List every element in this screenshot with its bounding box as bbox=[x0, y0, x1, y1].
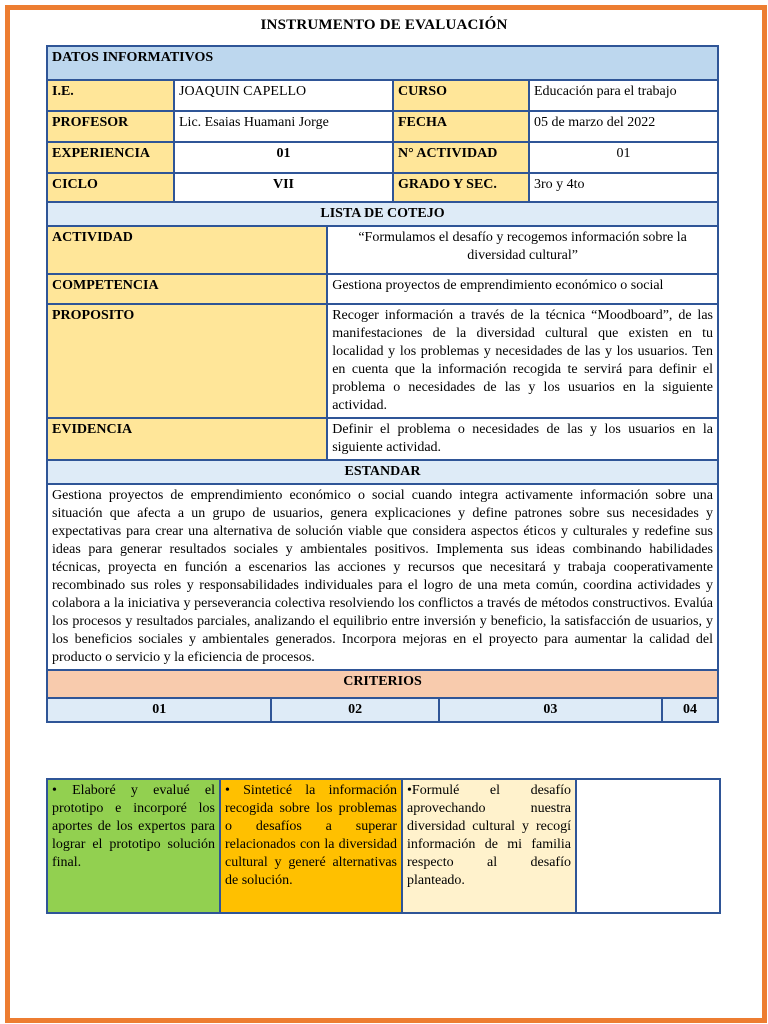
evidencia-label: EVIDENCIA bbox=[47, 418, 327, 460]
evidencia-value: Definir el problema o necesidades de las y los usuarios en la siguiente actividad. bbox=[327, 418, 718, 460]
criterio-number-04: 04 bbox=[662, 698, 718, 722]
criterio-02: • Sinteticé la información recogida sobre los problemas o desafíos a superar relacionados con la diversidad cultural y generé alternativas de solución. bbox=[220, 779, 402, 913]
actividad-value: “Formulamos el desafío y recogemos información sobre la diversidad cultural” bbox=[327, 226, 718, 274]
page-title: INSTRUMENTO DE EVALUACIÓN bbox=[260, 17, 508, 33]
ciclo-label: CICLO bbox=[47, 173, 174, 204]
lista-cotejo-table bbox=[46, 201, 719, 723]
criterio-01: • Elaboré y evalué el prototipo e incorporé los aportes de los expertos para lograr el prototipo solución final. bbox=[47, 779, 220, 913]
actividad-num-value: 01 bbox=[529, 142, 718, 173]
actividad-label: ACTIVIDAD bbox=[47, 226, 327, 274]
ie-value: JOAQUIN CAPELLO bbox=[174, 80, 393, 111]
criterios-header: CRITERIOS bbox=[47, 670, 718, 698]
experiencia-label: EXPERIENCIA bbox=[47, 142, 174, 173]
datos-informativos-table bbox=[46, 45, 719, 205]
criterio-number-01: 01 bbox=[47, 698, 271, 722]
ie-label: I.E. bbox=[47, 80, 174, 111]
datos-header: DATOS INFORMATIVOS bbox=[47, 46, 718, 80]
estandar-text: Gestiona proyectos de emprendimiento económico o social cuando integra activamente información sobre una situación que afecta a un grupo de usuarios, genera explicaciones y define patrones sobre sus necesidades y expectativas para crear una alternativa de solución viable que considera aspectos éticos y culturales y redefine sus ideas para generar resultados sociales y ambientales positivos. Implementa sus ideas combinando habilidades técnicas, proyecta en función a escenarios las acciones y recursos que necesitará y trabaja cooperativamente recombinado sus roles y responsabilidades individuales para el logro de una meta común, coordina actividades y colabora a la iniciativa y perseverancia colectiva resolviendo los conflictos a través de métodos constructivos. Evalúa los procesos y resultados parciales, analizando el equilibrio entre inversión y beneficio, la satisfacción de usuarios, y los beneficios sociales y ambientales generados. Incorpora mejoras en el proyecto para aumentar la calidad del producto o servicio y la eficiencia de procesos. bbox=[47, 484, 718, 670]
competencia-value: Gestiona proyectos de emprendimiento económico o social bbox=[327, 274, 718, 304]
criterio-number-03: 03 bbox=[439, 698, 662, 722]
ciclo-value: VII bbox=[174, 173, 393, 204]
grado-label: GRADO Y SEC. bbox=[393, 173, 529, 204]
criterio-number-02: 02 bbox=[271, 698, 438, 722]
cotejo-header: LISTA DE COTEJO bbox=[47, 202, 718, 226]
criterios-table bbox=[46, 778, 721, 914]
proposito-label: PROPOSITO bbox=[47, 304, 327, 418]
profesor-value: Lic. Esaias Huamani Jorge bbox=[174, 111, 393, 142]
actividad-num-label: N° ACTIVIDAD bbox=[393, 142, 529, 173]
grado-value: 3ro y 4to bbox=[529, 173, 718, 204]
experiencia-value: 01 bbox=[174, 142, 393, 173]
criterio-03: •Formulé el desafío aprovechando nuestra diversidad cultural y recogí información de mi familia respecto al desafío planteado. bbox=[402, 779, 576, 913]
competencia-label: COMPETENCIA bbox=[47, 274, 327, 304]
estandar-header: ESTANDAR bbox=[47, 460, 718, 484]
criterio-04 bbox=[576, 779, 720, 913]
profesor-label: PROFESOR bbox=[47, 111, 174, 142]
curso-label: CURSO bbox=[393, 80, 529, 111]
proposito-value: Recoger información a través de la técnica “Moodboard”, de las manifestaciones de la diversidad cultural que existen en tu localidad y los problemas y necesidades de las y los usuarios. Ten en cuenta que la información recogida te servirá para definir el problema o necesidades de las y los usuarios en la siguiente actividad. bbox=[327, 304, 718, 418]
fecha-label: FECHA bbox=[393, 111, 529, 142]
curso-value: Educación para el trabajo bbox=[529, 80, 718, 111]
fecha-value: 05 de marzo del 2022 bbox=[529, 111, 718, 142]
